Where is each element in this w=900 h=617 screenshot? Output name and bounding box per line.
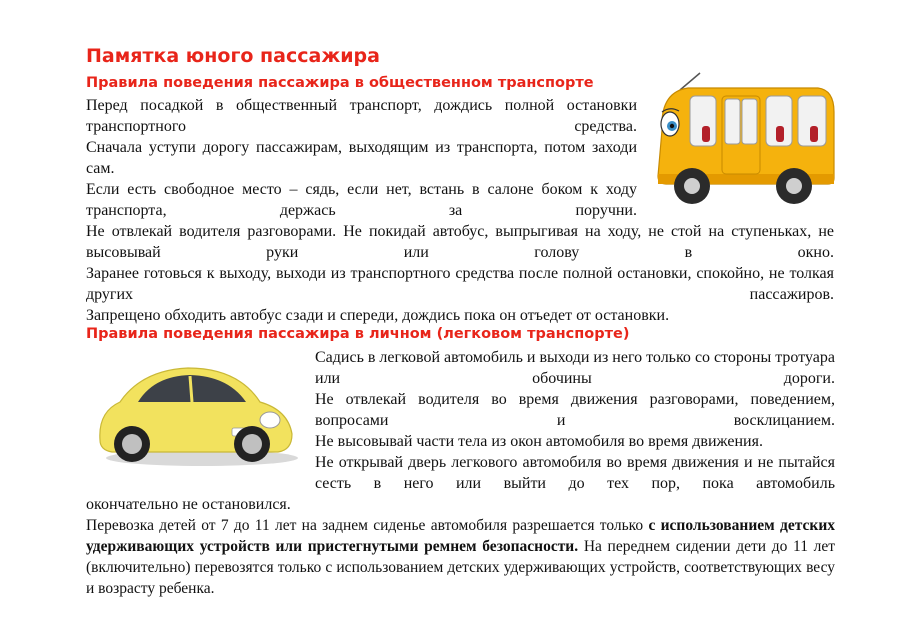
rule-paragraph: Если есть свободное место – сядь, если нет, встань в салоне боком к ходу транспорта, держась за поручни. (86, 181, 637, 219)
bus-seat (776, 126, 784, 142)
bus-illustration (652, 68, 838, 206)
rule-paragraph: Садись в легковой автомобиль и выходи из него только со стороны тротуара или обочины дороги. (315, 349, 835, 387)
rule-paragraph: Запрещено обходить автобус сзади и спереди, дождись пока он отъедет от остановки. (86, 307, 670, 324)
bus-seat (702, 126, 710, 142)
car-wheel-rim (242, 434, 262, 454)
rule-paragraph: Сначала уступи дорогу пассажирам, выходящим из транспорта, потом заходи сам. (86, 139, 637, 177)
rule-paragraph: Не отвлекай водителя во время движения разговорами, поведением, вопросами и восклицанием. (315, 391, 835, 429)
rule-paragraph-continuation: окончательно не остановился. (86, 496, 291, 513)
bus-door-window (725, 99, 740, 144)
rule-paragraph: Не отвлекай водителя разговорами. Не покидай автобус, выпрыгивая на ходу, не стой на ступеньках, не высовывай руки или голову в окно. (86, 223, 834, 261)
car-window-pillar (190, 376, 192, 402)
rule-paragraph: Не высовывай части тела из окон автомобиля во время движения. (315, 433, 763, 450)
bus-door-window (742, 99, 757, 144)
section-heading-private-car: Правила поведения пассажира в личном (легковом транспорте) (86, 326, 630, 342)
car-wheel-rim (122, 434, 142, 454)
section-heading-public-transport: Правила поведения пассажира в общественном транспорте (86, 75, 594, 91)
rule-paragraph: Не открывай дверь легкового автомобиля во время движения и не пытайся сесть в него или выйти до тех пор, пока автомобиль (315, 454, 835, 492)
page-title: Памятка юного пассажира (86, 45, 380, 67)
child-transport-text-end: На переднем сидении дети до 11 лет (включительно) перевозятся только с использованием детских удерживающих устройств, соответствующих весу и возрасту ребенка. (86, 538, 836, 597)
bus-hubcap (786, 178, 802, 194)
bus-seat (810, 126, 818, 142)
rule-paragraph: Заранее готовься к выходу, выходи из транспортного средства после полной остановки, спокойно, не толкая других пассажиров. (86, 265, 834, 303)
bus-eye-pupil (670, 124, 674, 128)
rule-paragraph: Перед посадкой в общественный транспорт, дождись полной остановки транспортного средства. (86, 97, 637, 135)
bus-hubcap (684, 178, 700, 194)
car-illustration (92, 358, 300, 470)
car-headlight (260, 412, 280, 428)
child-transport-paragraph (86, 515, 835, 599)
child-transport-text: Перевозка детей от 7 до 11 лет на заднем сиденье автомобиля разрешается только (86, 517, 644, 534)
child-transport-bold-text: с использованием детских удерживающих устройств или пристегнутыми ремнем безопасности. (86, 517, 836, 555)
